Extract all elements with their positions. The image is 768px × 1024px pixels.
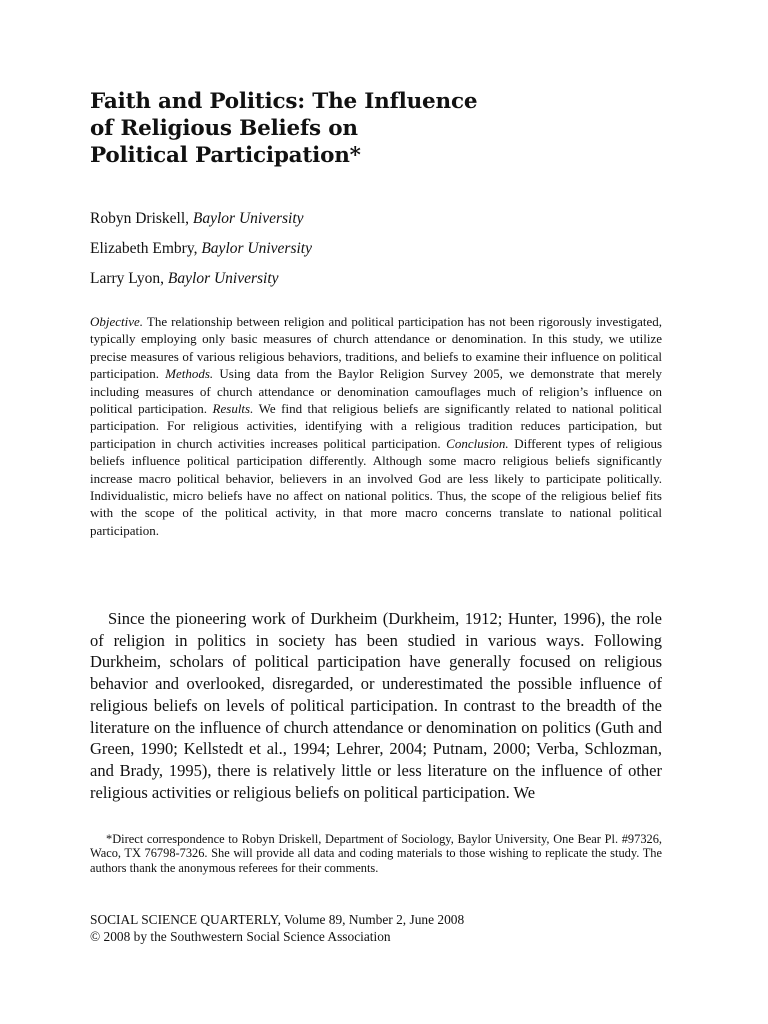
abstract-results-text: We find that religious beliefs are significantly related to national political participation. For religious activities, identifying with a religious tradition reduces participation, but participation in church activities increases political participation. [90,401,662,451]
title-line-1: Faith and Politics: The Influence [90,89,478,114]
title-line-3: Political Participation* [90,143,361,168]
journal-citation: SOCIAL SCIENCE QUARTERLY, Volume 89, Number 2, June 2008 [90,912,465,927]
article-title [90,88,650,169]
correspondence-footnote: *Direct correspondence to Robyn Driskell, Department of Sociology, Baylor University, One Bear Pl. #97326, Waco, TX 76798-7326. She will provide all data and coding materials to those wishing to replicate the study. The authors thank the anonymous referees for their comments. [90,832,662,875]
author-1 [90,204,312,234]
abstract-objective-label: Objective. [90,314,144,329]
abstract-methods-text: Using data from the Baylor Religion Survey 2005, we demonstrate that merely including measures of church attendance or denomination camouflages much of religion’s influence on political participation. [90,366,662,417]
abstract [90,313,662,539]
author-2 [90,234,312,264]
abstract-objective-text: The relationship between religion and political participation has not been rigorously investigated, typically employing only basic measures of church attendance or denomination. In this study, we utilize precise measures of various religious behaviors, traditions, and beliefs to examine their influence on political participation. [90,314,663,382]
abstract-conclusion-label: Conclusion. [446,435,509,451]
author-list [90,204,312,294]
abstract-conclusion-text: Different types of religious beliefs influence political participation differently. Although some macro religious beliefs significantly increase macro political behavior, believers in an involved God are less likely to participate politically. Individualistic, micro beliefs have no affect on national politics. Thus, the scope of the religious belief fits with the scope of the political activity, in that more macro concerns translate to national political participation. [90,435,663,538]
author-3 [90,264,312,294]
author-name: Larry Lyon, [90,270,165,287]
author-affiliation: Baylor University [167,270,279,287]
abstract-results-label: Results. [212,401,254,417]
author-affiliation: Baylor University [192,210,304,227]
abstract-methods-label: Methods. [165,366,214,382]
author-affiliation: Baylor University [201,240,312,257]
body-paragraph: Since the pioneering work of Durkheim (Durkheim, 1912; Hunter, 1996), the role of religion in politics in society has been studied in various ways. Following Durkheim, scholars of political participation have generally focused on religious behavior and overlooked, disregarded, or underestimated the possible influence of religious beliefs on levels of political participation. In contrast to the breadth of the literature on the influence of church attendance or denomination on politics (Guth and Green, 1990; Kellstedt et al., 1994; Lehrer, 2004; Putnam, 2000; Verba, Schlozman, and Brady, 1995), there is relatively little or less literature on the influence of other religious activities or religious beliefs on political participation. We [90,609,662,802]
author-name: Elizabeth Embry, [90,240,198,257]
journal-info [90,911,464,945]
copyright-line: © 2008 by the Southwestern Social Science Association [90,929,391,944]
title-line-2: of Religious Beliefs on [90,116,358,141]
author-name: Robyn Driskell, [90,210,190,227]
